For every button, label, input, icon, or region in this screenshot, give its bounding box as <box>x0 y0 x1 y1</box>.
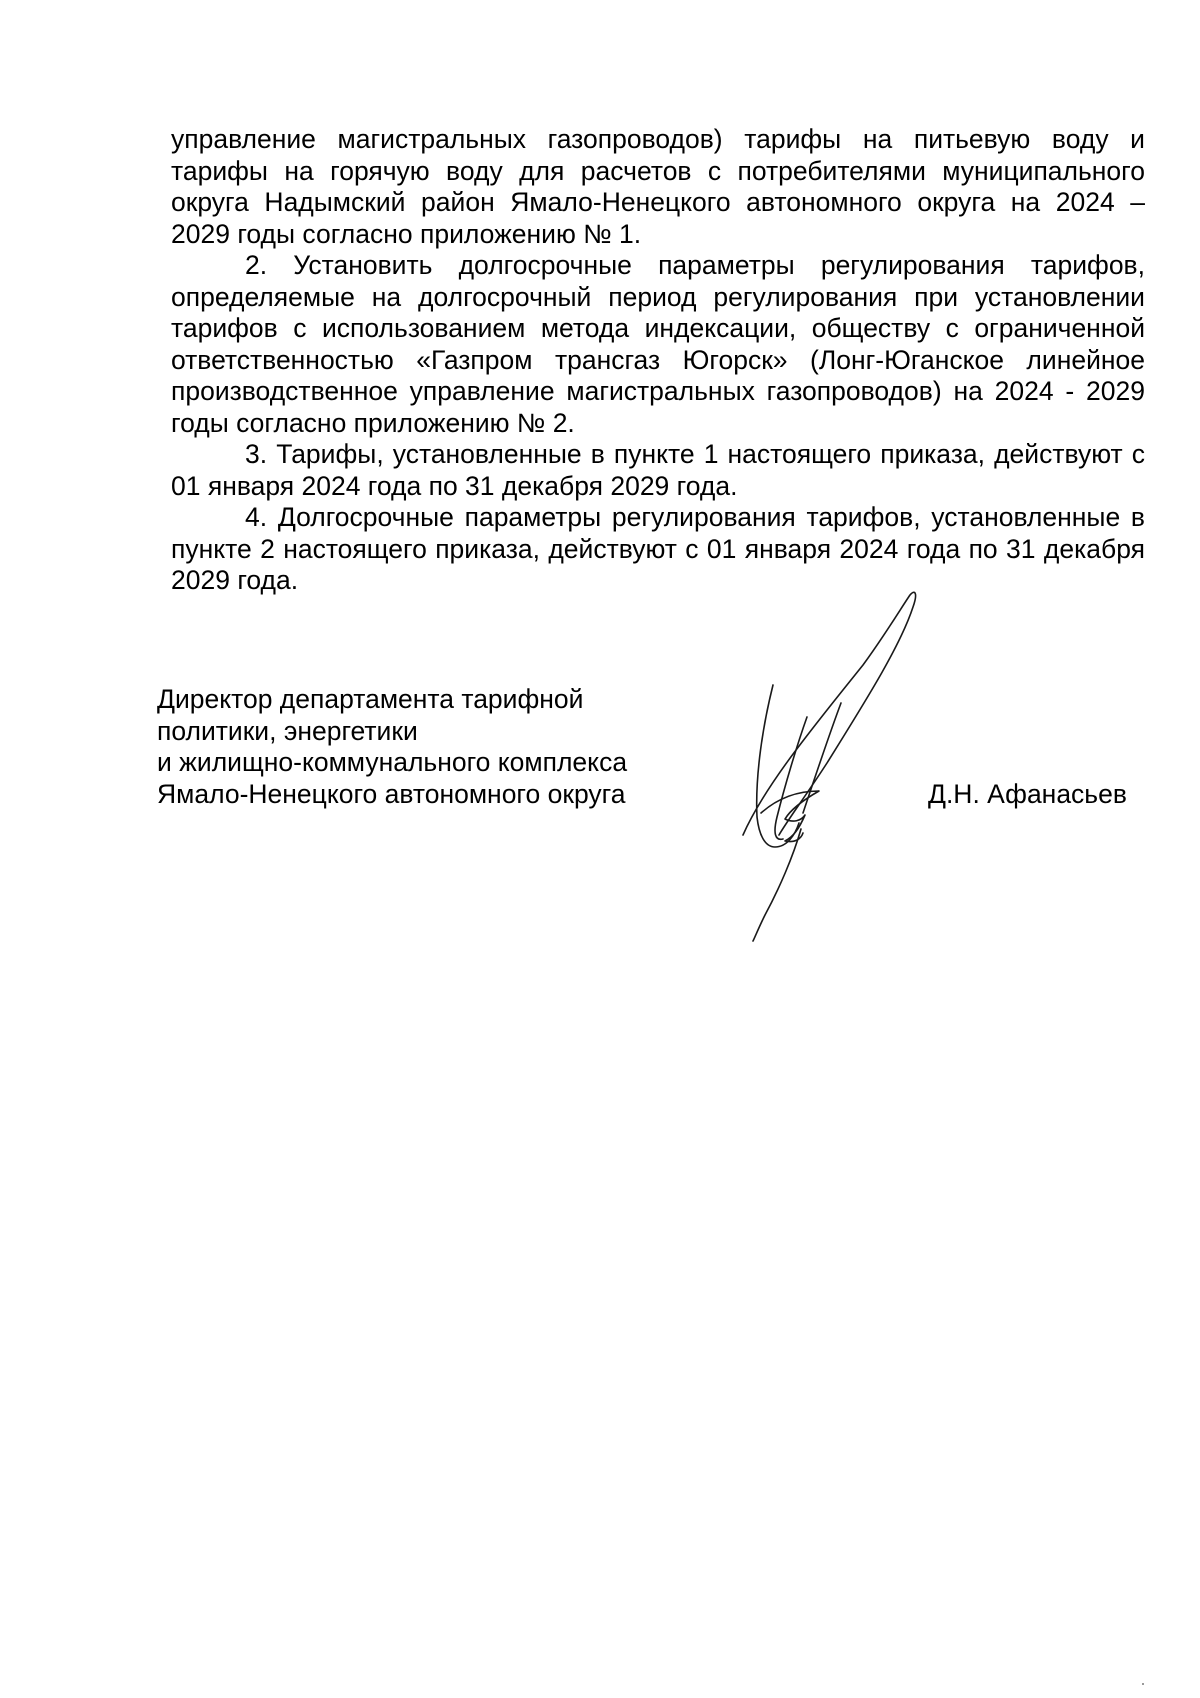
position-line: Ямало-Ненецкого автономного округа <box>157 778 626 809</box>
signer-name: Д.Н. Афанасьев <box>928 779 1127 809</box>
document-body <box>171 124 1145 597</box>
paragraph-item-3: 3. Тарифы, установленные в пункте 1 настоящего приказа, действуют с 01 января 2024 года по 31 декабря 2029 года. <box>171 439 1145 501</box>
position-line: Директор департамента тарифной <box>157 684 584 714</box>
position-line: и жилищно-коммунального комплекса <box>157 747 628 777</box>
position-line: политики, энергетики <box>157 715 418 746</box>
handwritten-signature <box>735 585 965 955</box>
scan-speck <box>1142 1683 1144 1685</box>
signatory-position <box>157 684 627 810</box>
paragraph-item-2: 2. Установить долгосрочные параметры регулирования тарифов, определяемые на долгосрочный период регулирования при установлении тарифов с использованием метода индексации, обществу с ограниченной ответственностью «Газпром трансгаз Югорск» (Лонг-Юганское линейное производственное управление магистральных газопроводов) на 2024 - 2029 годы согласно приложению № 2. <box>171 250 1145 438</box>
paragraph-item-4: 4. Долгосрочные параметры регулирования тарифов, установленные в пункте 2 настоящего приказа, действуют с 01 января 2024 года по 31 декабря 2029 года. <box>171 502 1145 595</box>
paragraph-continuation: управление магистральных газопроводов) тарифы на питьевую воду и тарифы на горячую воду для расчетов с потребителями муниципального округа Надымский район Ямало-Ненецкого автономного округа на 2024 – 2029 годы согласно приложению № 1. <box>171 124 1145 249</box>
